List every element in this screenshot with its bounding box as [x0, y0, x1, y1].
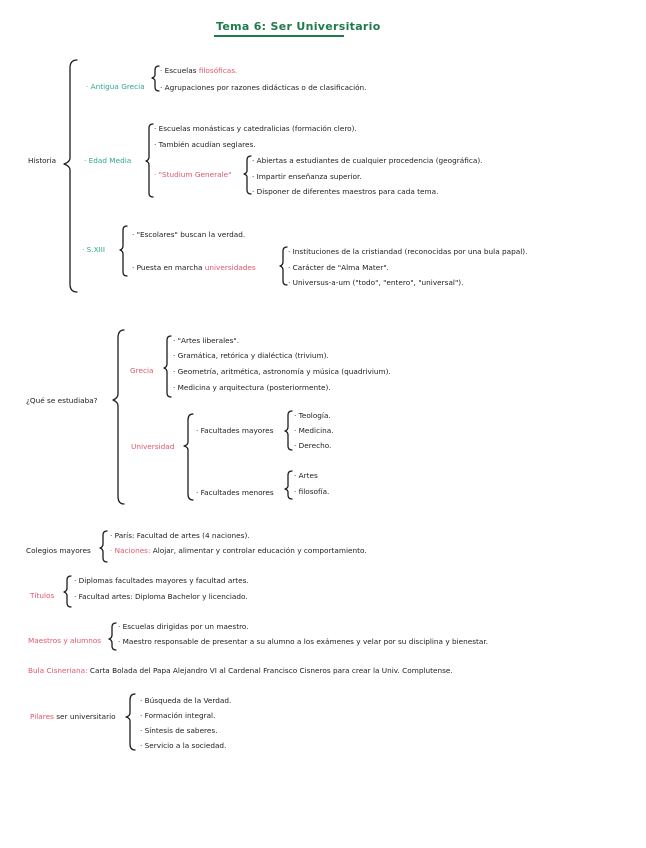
- brace-estudiaba: [113, 330, 124, 504]
- historia-label: Historia: [28, 156, 57, 165]
- sxiii-label: · S.XIII: [82, 245, 106, 254]
- naciones-highlight: · Naciones:: [110, 546, 151, 555]
- pilares-line: [30, 712, 116, 721]
- colegios-paris: · París: Facultad de artes (4 naciones).: [110, 531, 250, 540]
- pilares-label-2: ser universitario: [56, 712, 116, 721]
- titulos-label: Títulos: [30, 591, 55, 600]
- facultades-mayores-label: · Facultades mayores: [196, 426, 274, 435]
- brace-grecia: [152, 66, 159, 91]
- escuelas-text: · Escuelas: [160, 66, 197, 75]
- grecia-item-1: · "Artes liberales".: [173, 336, 240, 345]
- estudiaba-label: ¿Qué se estudiaba?: [26, 396, 98, 405]
- edad-media-item-1: · Escuelas monásticas y catedralicias (formación clero).: [154, 124, 357, 133]
- brace-colegios: [100, 531, 107, 562]
- brace-maestros: [109, 623, 116, 650]
- brace-edad-media: [146, 124, 153, 197]
- brace-estudiaba-grecia: [164, 336, 171, 397]
- edad-media-item-2: · También acudían seglares.: [154, 140, 256, 149]
- agrupaciones-text: · Agrupaciones por razones didácticas o de clasificación.: [160, 83, 367, 92]
- filosoficas-highlight: filosóficas.: [198, 66, 238, 75]
- menores-item-1: · Artes: [294, 471, 318, 480]
- brace-menores: [285, 471, 292, 499]
- sxiii-item-1: · "Escolares" buscan la verdad.: [132, 230, 246, 239]
- puesta-text: · Puesta en marcha: [132, 263, 203, 272]
- pilares-item-1: · Búsqueda de la Verdad.: [140, 696, 232, 705]
- escuelas-filosoficas: [160, 66, 237, 75]
- mayores-item-2: · Medicina.: [294, 426, 334, 435]
- grecia-item-2: · Gramática, retórica y dialéctica (trivium).: [173, 351, 329, 360]
- univ-item-2: · Carácter de "Alma Mater".: [288, 263, 389, 272]
- brace-universidades: [280, 247, 287, 285]
- estudiaba-grecia-label: Grecia: [130, 366, 154, 375]
- edad-media-label: · Edad Media: [84, 156, 132, 165]
- antigua-grecia-label: · Antigua Grecia: [86, 82, 145, 91]
- naciones-text: Alojar, alimentar y controlar educación y comportamiento.: [152, 546, 367, 555]
- brace-studium: [244, 156, 251, 194]
- facultades-menores-label: · Facultades menores: [196, 488, 274, 497]
- pilares-item-4: · Servicio a la sociedad.: [140, 741, 227, 750]
- titulos-item-2: · Facultad artes: Diploma Bachelor y licenciado.: [74, 592, 248, 601]
- mayores-item-3: · Derecho.: [294, 441, 332, 450]
- brace-sxiii: [120, 226, 127, 276]
- puesta-en-marcha: [132, 263, 256, 272]
- pilares-label: Pilares: [30, 712, 54, 721]
- colegios-naciones: [110, 546, 367, 555]
- bula-text: Carta Bolada del Papa Alejandro VI al Cardenal Francisco Cisneros para crear la Univ. Complutense.: [89, 666, 453, 675]
- brace-universidad: [184, 414, 193, 500]
- maestros-item-2: · Maestro responsable de presentar a su alumno a los exámenes y velar por su disciplina y bienestar.: [118, 637, 489, 646]
- brace-mayores: [285, 411, 292, 450]
- universidades-highlight: universidades: [204, 263, 256, 272]
- titulos-item-1: · Diplomas facultades mayores y facultad artes.: [74, 576, 249, 585]
- maestros-label: Maestros y alumnos: [28, 636, 102, 645]
- brace-pilares: [126, 694, 135, 750]
- brace-titulos: [64, 576, 71, 607]
- grecia-item-4: · Medicina y arquitectura (posteriormente).: [173, 383, 331, 392]
- page-title: Tema 6: Ser Universitario: [216, 20, 381, 33]
- bula-line: [28, 666, 453, 675]
- brace-historia: [64, 60, 77, 292]
- menores-item-2: · filosofía.: [294, 487, 330, 496]
- univ-item-3: · Universus-a-um ("todo", "entero", "universal").: [288, 278, 464, 287]
- colegios-label: Colegios mayores: [26, 546, 91, 555]
- studium-item-3: · Disponer de diferentes maestros para cada tema.: [252, 187, 439, 196]
- studium-item-2: · Impartir enseñanza superior.: [252, 172, 362, 181]
- universidad-label: Universidad: [131, 442, 175, 451]
- bula-label: Bula Cisneriana:: [28, 666, 88, 675]
- studium-item-1: · Abiertas a estudiantes de cualquier procedencia (geográfica).: [252, 156, 483, 165]
- studium-generale-label: · "Studium Generale": [154, 170, 232, 179]
- univ-item-1: · Instituciones de la cristiandad (reconocidas por una bula papal).: [288, 247, 528, 256]
- grecia-item-3: · Geometría, aritmética, astronomía y música (quadrivium).: [173, 367, 391, 376]
- mayores-item-1: · Teología.: [294, 411, 331, 420]
- pilares-item-3: · Síntesis de saberes.: [140, 726, 218, 735]
- pilares-item-2: · Formación integral.: [140, 711, 216, 720]
- maestros-item-1: · Escuelas dirigidas por un maestro.: [118, 622, 249, 631]
